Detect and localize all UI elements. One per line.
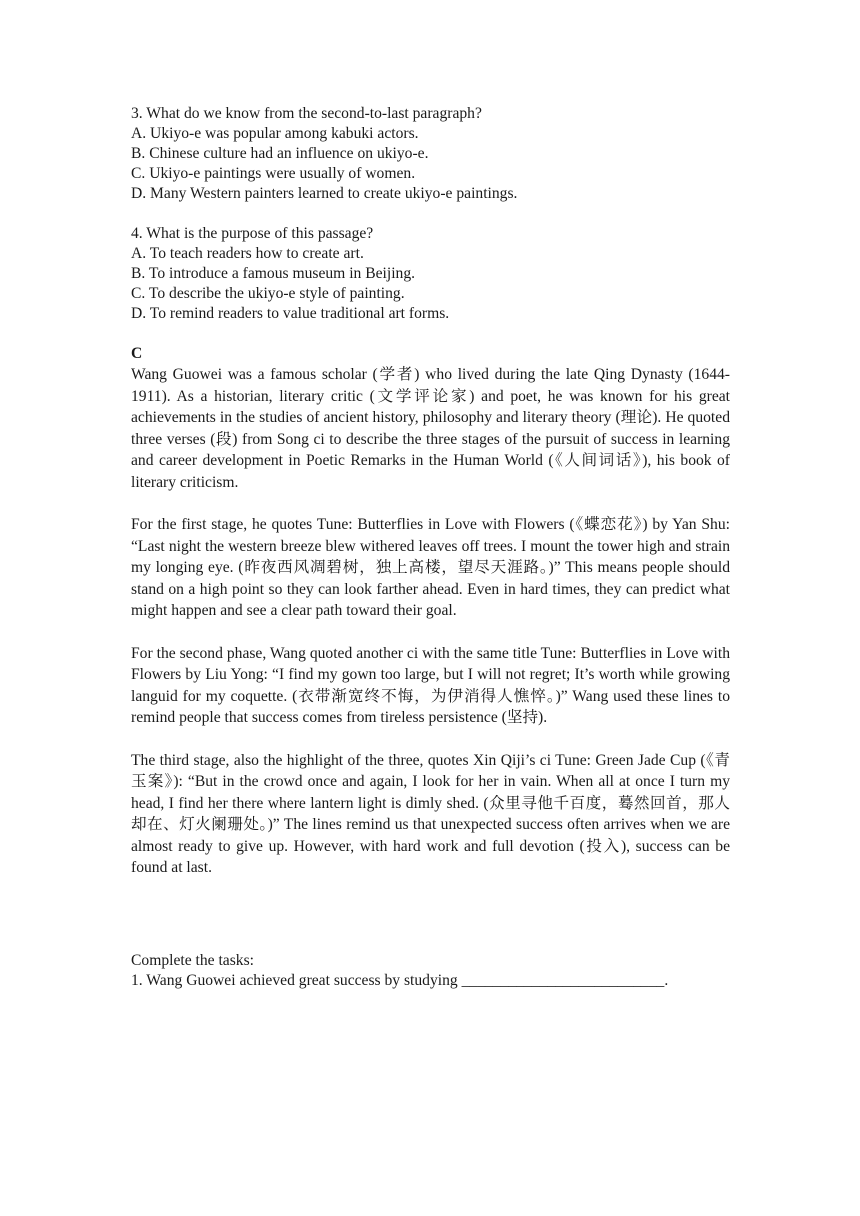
question-option-d: D. To remind readers to value traditional art forms. <box>131 305 450 322</box>
question-4 <box>131 224 730 324</box>
passage-c <box>131 344 730 879</box>
section-letter: C <box>131 345 143 362</box>
task-item-1: 1. Wang Guowei achieved great success by studying __________________________. <box>131 971 669 989</box>
spacer <box>131 204 730 224</box>
question-option-c: C. To describe the ukiyo-e style of painting. <box>131 285 405 302</box>
question-option-b: B. To introduce a famous museum in Beijing. <box>131 265 416 282</box>
tasks-section <box>131 951 730 991</box>
passage-paragraph-4: The third stage, also the highlight of the three, quotes Xin Qiji’s ci Tune: Green Jade Cup (《青玉案》): “But in the crowd once and again, I look for her in vain. When all at once I turn my head, I find her there where lantern light is dimly shed. (众里寻他千百度，蓦然回首，那人却在、灯火阑珊处。)” The lines remind us that unexpected success often arrives when we are almost ready to give up. However, with hard work and full devotion (投入), success can be found at last. <box>131 751 730 876</box>
question-option-c: C. Ukiyo-e paintings were usually of women. <box>131 165 416 182</box>
question-3 <box>131 104 730 204</box>
question-stem: 4. What is the purpose of this passage? <box>131 225 374 242</box>
question-stem: 3. What do we know from the second-to-last paragraph? <box>131 105 482 122</box>
spacer <box>131 324 730 344</box>
tasks-heading: Complete the tasks: <box>131 951 254 969</box>
passage-paragraph-3: For the second phase, Wang quoted another ci with the same title Tune: Butterflies in Love with Flowers by Liu Yong: “I find my gown too large, but I will not regret; It’s worth while growing languid for my coquette. (衣带渐宽终不悔，为伊消得人憔悴。)” Wang used these lines to remind people that success comes from tireless persistence (坚持). <box>131 644 730 726</box>
question-option-b: B. Chinese culture had an influence on ukiyo-e. <box>131 145 429 162</box>
question-option-a: A. To teach readers how to create art. <box>131 245 364 262</box>
question-option-a: A. Ukiyo-e was popular among kabuki actors. <box>131 125 419 142</box>
passage-paragraph-1: Wang Guowei was a famous scholar (学者) who lived during the late Qing Dynasty (1644-1911). As a historian, literary critic (文学评论家) and poet, he was known for his great achievements in the studies of ancient history, philosophy and literary theory (理论). He quoted three verses (段) from Song ci to describe the three stages of the pursuit of success in learning and career development in Poetic Remarks in the Human World (《人间词话》), his book of literary criticism. <box>131 366 730 491</box>
passage-paragraph-2: For the first stage, he quotes Tune: Butterflies in Love with Flowers (《蝶恋花》) by Yan Shu: “Last night the western breeze blew withered leaves off trees. I mount the tower high and strain my longing eye. (昨夜西风凋碧树，独上高楼，望尽天涯路。)” This means people should stand on a high point so they can look farther ahead. Even in hard times, they can predict what might happen and see a clear path toward their goal. <box>131 516 730 619</box>
question-option-d: D. Many Western painters learned to create ukiyo-e paintings. <box>131 185 518 202</box>
document-page <box>131 104 730 991</box>
